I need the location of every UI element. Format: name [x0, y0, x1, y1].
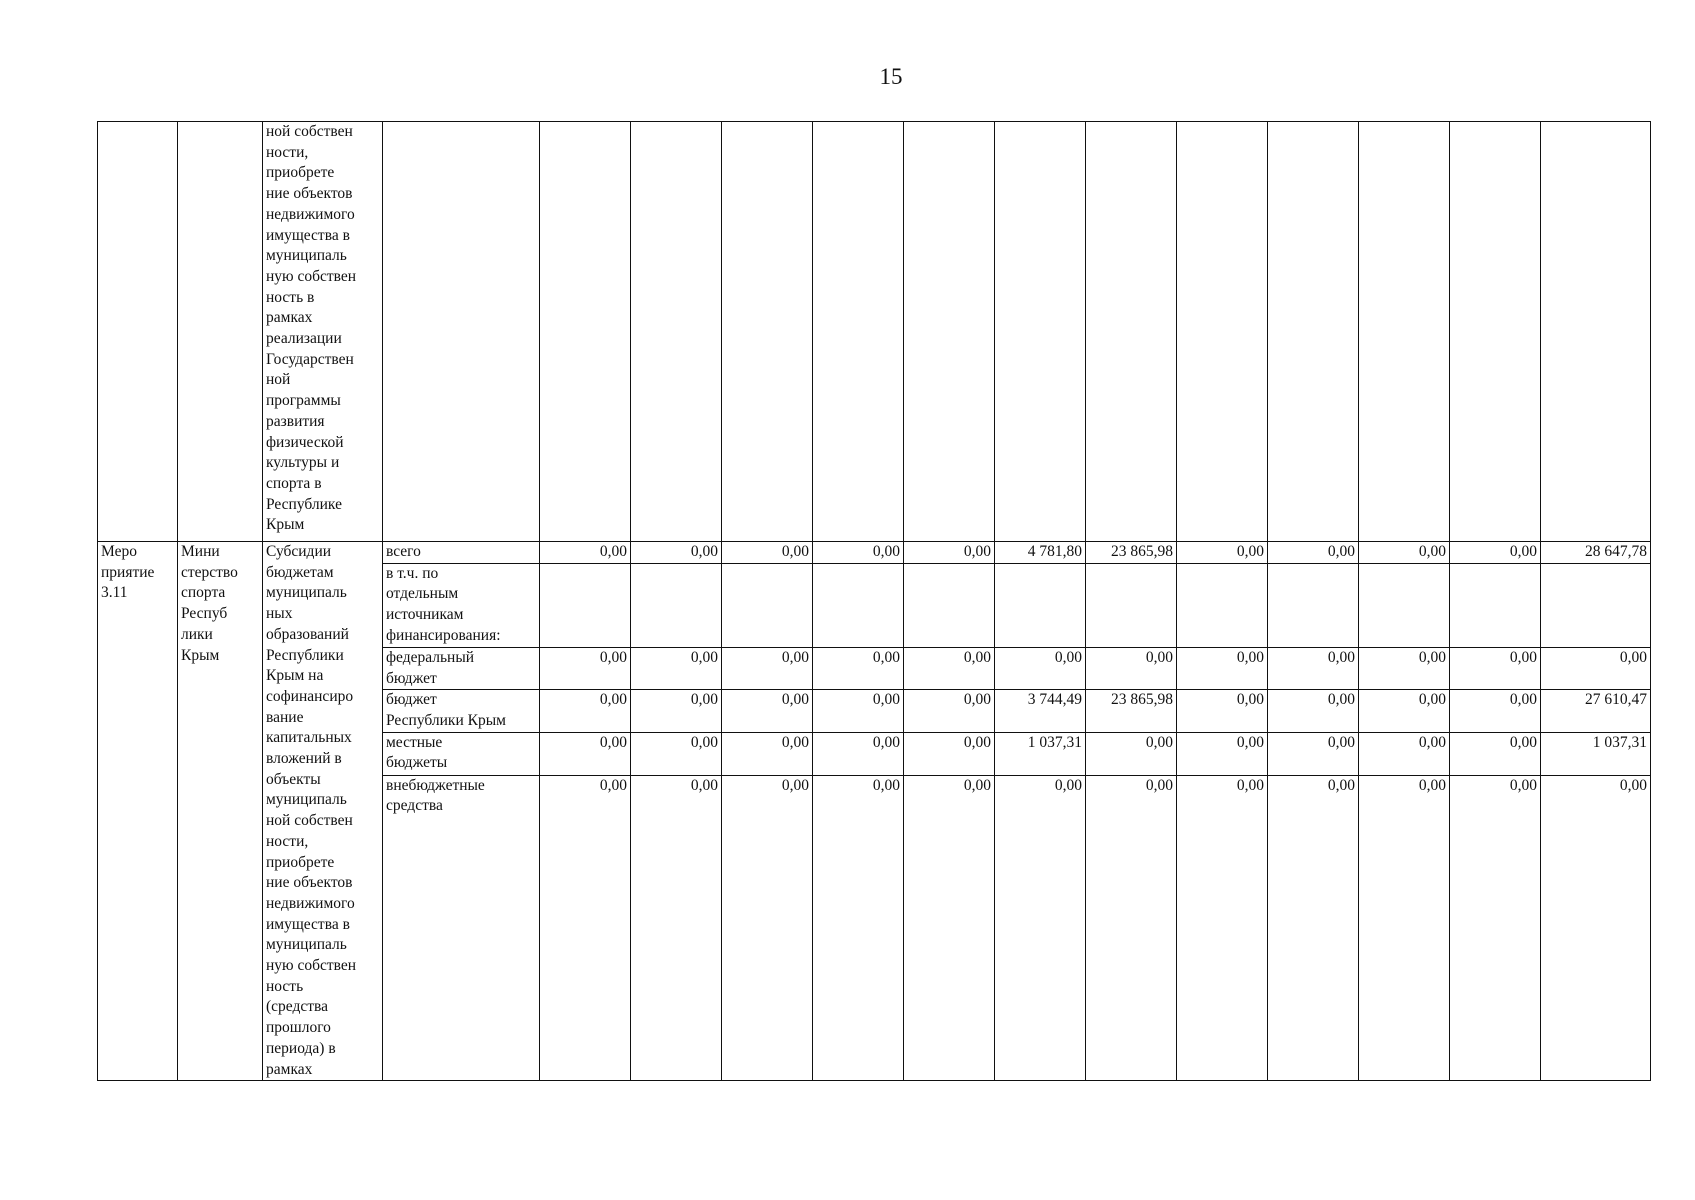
value-cell: 0,00 [813, 732, 904, 775]
value-cell: 0,00 [1359, 690, 1450, 732]
source-cell-empty [383, 122, 540, 542]
value-cell-total: 28 647,78 [1541, 542, 1651, 564]
value-cell: 0,00 [1177, 690, 1268, 732]
value-cell: 0,00 [540, 690, 631, 732]
value-cell-total: 0,00 [1541, 647, 1651, 689]
value-cell: 23 865,98 [1086, 690, 1177, 732]
value-cell-empty [995, 122, 1086, 542]
value-cell: 1 037,31 [995, 732, 1086, 775]
value-cell-total: 1 037,31 [1541, 732, 1651, 775]
value-cell: 0,00 [1450, 732, 1541, 775]
value-cell: 0,00 [1268, 732, 1359, 775]
value-cell: 0,00 [722, 775, 813, 1081]
value-cell: 4 781,80 [995, 542, 1086, 564]
value-cell: 0,00 [1177, 542, 1268, 564]
value-cell-empty [1359, 122, 1450, 542]
value-cell-empty [904, 122, 995, 542]
value-cell [1450, 563, 1541, 647]
value-cell: 0,00 [1177, 775, 1268, 1081]
measure-cell-empty [98, 122, 178, 542]
value-cell: 0,00 [904, 647, 995, 689]
value-cell: 23 865,98 [1086, 542, 1177, 564]
value-cell: 0,00 [540, 647, 631, 689]
value-cell: 0,00 [1268, 647, 1359, 689]
value-cell: 0,00 [1268, 775, 1359, 1081]
value-cell-empty [813, 122, 904, 542]
value-cell: 0,00 [904, 542, 995, 564]
value-cell: 0,00 [1450, 775, 1541, 1081]
value-cell: 0,00 [1359, 732, 1450, 775]
source-label: всего [383, 542, 540, 564]
value-cell [904, 563, 995, 647]
value-cell-empty [1268, 122, 1359, 542]
measure-label: Меро приятие 3.11 [98, 542, 178, 1081]
financing-table [97, 121, 1651, 1081]
value-cell [995, 563, 1086, 647]
value-cell [722, 563, 813, 647]
source-label: бюджет Республики Крым [383, 690, 540, 732]
value-cell: 0,00 [1177, 647, 1268, 689]
value-cell-empty [631, 122, 722, 542]
value-cell-empty [540, 122, 631, 542]
source-label: местные бюджеты [383, 732, 540, 775]
page-number: 15 [879, 64, 903, 89]
value-cell: 0,00 [813, 647, 904, 689]
value-cell: 0,00 [995, 775, 1086, 1081]
value-cell: 0,00 [813, 542, 904, 564]
value-cell: 0,00 [1086, 732, 1177, 775]
value-cell-total: 27 610,47 [1541, 690, 1651, 732]
value-cell: 0,00 [631, 647, 722, 689]
value-cell: 0,00 [1359, 542, 1450, 564]
source-label: федеральный бюджет [383, 647, 540, 689]
table-row-continuation [98, 122, 1651, 542]
value-cell: 0,00 [540, 542, 631, 564]
value-cell: 0,00 [631, 542, 722, 564]
measure-executor: Мини стерство спорта Респуб лики Крым [178, 542, 263, 1081]
value-cell [1359, 563, 1450, 647]
value-cell: 0,00 [904, 775, 995, 1081]
value-cell: 0,00 [904, 690, 995, 732]
value-cell: 0,00 [1268, 542, 1359, 564]
value-cell: 0,00 [1359, 647, 1450, 689]
value-cell: 0,00 [904, 732, 995, 775]
value-cell: 0,00 [995, 647, 1086, 689]
value-cell-empty [1541, 122, 1651, 542]
value-cell: 0,00 [813, 775, 904, 1081]
value-cell-empty [1450, 122, 1541, 542]
value-cell: 0,00 [1177, 732, 1268, 775]
value-cell: 0,00 [722, 542, 813, 564]
value-cell: 0,00 [1268, 690, 1359, 732]
value-cell: 0,00 [813, 690, 904, 732]
value-cell-total: 0,00 [1541, 775, 1651, 1081]
value-cell: 0,00 [1450, 542, 1541, 564]
value-cell [1268, 563, 1359, 647]
value-cell: 0,00 [631, 775, 722, 1081]
value-cell [540, 563, 631, 647]
value-cell-empty [722, 122, 813, 542]
value-cell: 0,00 [1086, 775, 1177, 1081]
value-cell: 0,00 [540, 775, 631, 1081]
value-cell: 0,00 [540, 732, 631, 775]
value-cell: 0,00 [1450, 647, 1541, 689]
value-cell: 0,00 [722, 690, 813, 732]
value-cell-total [1541, 563, 1651, 647]
executor-cell-empty [178, 122, 263, 542]
measure-description: Субсидии бюджетам муниципаль ных образований Республики Крым на софинансиро вание капитальных вложений в объекты муниципаль ной собствен ности, приобрете ние объектов недвижимого имущества в муниципаль ную собствен ность (средства прошлого периода) в рамках [263, 542, 383, 1081]
source-label: внебюджетные средства [383, 775, 540, 1081]
value-cell: 0,00 [722, 647, 813, 689]
value-cell: 0,00 [1086, 647, 1177, 689]
value-cell [1086, 563, 1177, 647]
value-cell: 0,00 [631, 732, 722, 775]
value-cell [631, 563, 722, 647]
value-cell-empty [1086, 122, 1177, 542]
value-cell: 0,00 [1359, 775, 1450, 1081]
value-cell: 0,00 [1450, 690, 1541, 732]
value-cell [1177, 563, 1268, 647]
value-cell: 0,00 [631, 690, 722, 732]
continuation-description: ной собствен ности, приобрете ние объектов недвижимого имущества в муниципаль ную собствен ность в рамках реализации Государствен ной программы развития физической культуры и спорта в Республике Крым [263, 122, 383, 542]
source-label: в т.ч. по отдельным источникам финансирования: [383, 563, 540, 647]
value-cell [813, 563, 904, 647]
value-cell-empty [1177, 122, 1268, 542]
table-row-total [98, 542, 1651, 564]
value-cell: 3 744,49 [995, 690, 1086, 732]
value-cell: 0,00 [722, 732, 813, 775]
